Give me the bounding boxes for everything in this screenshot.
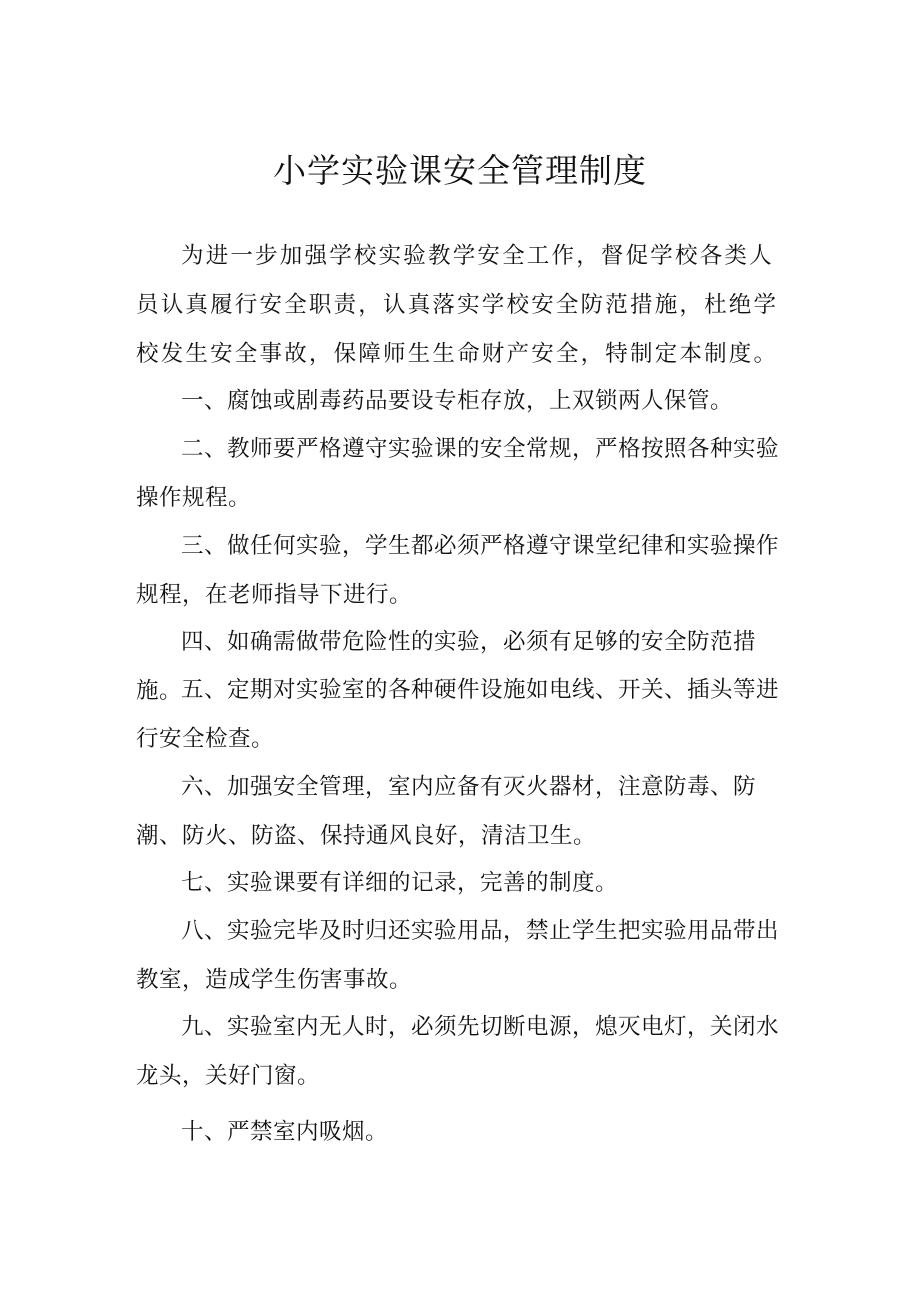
rule-item-10: 十、严禁室内吸烟。 [181, 1119, 389, 1145]
document-title: 小学实验课安全管理制度 [273, 151, 647, 190]
rule-item-8: 八、实验完毕及时归还实验用品，禁止学生把实验用品带出教室，造成学生伤害事故。 [136, 918, 780, 993]
rule-item-5: 五、定期对实验室的各种硬件设施如电线、开关、插头等进行安全检查。 [136, 677, 780, 752]
rule-item-3: 三、做任何实验，学生都必须严格遵守课堂纪律和实验操作规程，在老师指导下进行。 [136, 533, 780, 608]
rule-item-6: 六、加强安全管理，室内应备有灭火器材，注意防毒、防潮、防火、防盗、保持通风良好，清洁卫生。 [136, 774, 757, 849]
intro-paragraph: 为进一步加强学校实验教学安全工作，督促学校各类人员认真履行安全职责，认真落实学校安全防范措施，杜绝学校发生安全事故，保障师生生命财产安全，特制定本制度。 [136, 243, 779, 367]
rule-item-4: 四、如确需做带危险性的实验，必须有足够的安全防范措施。 [136, 629, 757, 704]
rule-item-9: 九、实验室内无人时，必须先切断电源，熄灭电灯，关闭水龙头，关好门窗。 [136, 1014, 780, 1089]
rule-item-7: 七、实验课要有详细的记录，完善的制度。 [181, 870, 619, 896]
rule-item-2: 二、教师要严格遵守实验课的安全常规，严格按照各种实验操作规程。 [136, 436, 780, 511]
rule-item-1: 一、腐蚀或剧毒药品要设专柜存放，上双锁两人保管。 [181, 388, 734, 414]
